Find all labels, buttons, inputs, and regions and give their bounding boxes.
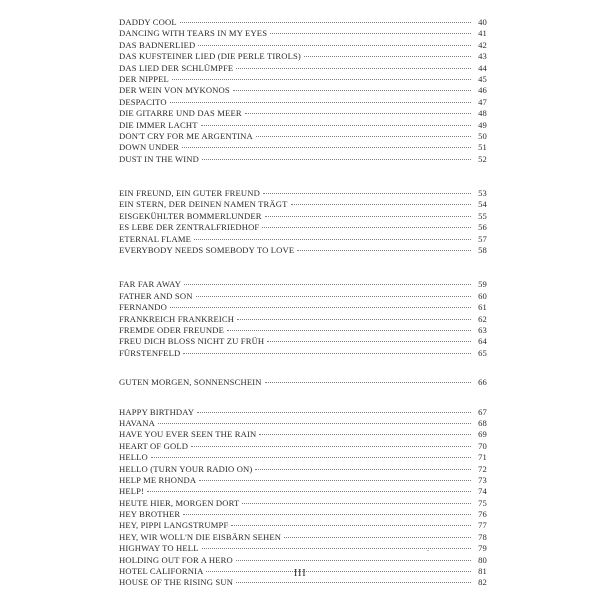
dot-leader [255,469,471,470]
toc-entry-page-number: 51 [478,142,487,153]
toc-entry [119,486,487,497]
toc-entry-page-number: 52 [478,153,487,164]
dot-leader [262,227,471,228]
toc-entry-page-number: 72 [478,463,487,474]
toc-entry [119,245,487,256]
toc-entry-page-number: 70 [478,440,487,451]
toc-entry [119,555,487,566]
toc-entry [119,377,487,388]
toc-entry [119,97,487,108]
toc-entry-title: ES LEBE DER ZENTRALFRIEDHOF [119,222,260,233]
dot-leader [267,341,471,342]
toc-entry-title: DIE IMMER LACHT [119,119,198,130]
dot-leader [297,250,471,251]
toc-entry [119,407,487,418]
toc-entry [119,314,487,325]
toc-entry [119,441,487,452]
toc-entry-page-number: 62 [478,313,487,324]
toc-entry-page-number: 59 [478,279,487,290]
dot-leader [265,216,471,217]
dot-leader [270,33,471,34]
dot-leader [236,582,471,583]
toc-entry-title: HOTEL CALIFORNIA [119,566,204,577]
toc-entry [119,199,487,210]
toc-entry-title: HOUSE OF THE RISING SUN [119,577,234,588]
toc-entry-title: DER WEIN VON MYKONOS [119,85,230,96]
toc-entry-title: HEY, WIR WOLL'N DIE EISBÄRN SEHEN [119,531,282,542]
dot-leader [151,457,471,458]
dot-leader [196,296,471,297]
toc-entry-title: DER NIPPEL [119,73,169,84]
toc-entry-page-number: 55 [478,210,487,221]
toc-entry [119,418,487,429]
toc-entry-page-number: 58 [478,245,487,256]
toc-entry-page-number: 54 [478,199,487,210]
toc-entry-page-number: 82 [478,577,487,588]
dot-leader [291,204,471,205]
toc-entry-page-number: 56 [478,222,487,233]
dot-leader [194,239,471,240]
toc-entry-title: EISGEKÜHLTER BOMMERLUNDER [119,210,262,221]
toc-entry-page-number: 66 [478,377,487,388]
toc-entry-page-number: 78 [478,531,487,542]
toc-entry-title: HELP ME RHONDA [119,474,197,485]
toc-entry-page-number: 71 [478,452,487,463]
toc-entry-page-number: 48 [478,108,487,119]
toc-entry [119,348,487,359]
table-of-contents [119,17,487,589]
toc-entry-title: HEUTE HIER, MORGEN DORT [119,497,240,508]
toc-entry-title: EVERYBODY NEEDS SOMEBODY TO LOVE [119,245,295,256]
toc-entry [119,325,487,336]
toc-entry-title: HEY BROTHER [119,509,181,520]
toc-entry [119,17,487,28]
dot-leader [304,56,471,57]
toc-entry [119,154,487,165]
toc-entry-page-number: 63 [478,324,487,335]
toc-entry-title: FERNANDO [119,302,167,313]
dot-leader [198,45,471,46]
dot-leader [158,423,471,424]
toc-entry-page-number: 61 [478,302,487,313]
toc-entry [119,131,487,142]
paper-speck [427,550,429,551]
dot-leader [182,147,471,148]
toc-entry [119,108,487,119]
toc-entry [119,452,487,463]
toc-entry-page-number: 57 [478,233,487,244]
toc-entry-page-number: 40 [478,17,487,27]
toc-entry-title: HELLO (TURN YOUR RADIO ON) [119,463,253,474]
toc-entry [119,509,487,520]
toc-entry [119,291,487,302]
toc-entry-title: DADDY COOL [119,17,177,27]
dot-leader [183,353,471,354]
toc-entry-title: HAPPY BIRTHDAY [119,406,195,417]
toc-entry-page-number: 73 [478,474,487,485]
toc-entry [119,279,487,290]
toc-entry-title: DOWN UNDER [119,142,179,153]
dot-leader [236,68,471,69]
dot-leader [183,514,471,515]
dot-leader [263,193,471,194]
dot-leader [227,330,471,331]
toc-entry-page-number: 44 [478,62,487,73]
toc-group [119,188,487,256]
toc-entry-title: HEART OF GOLD [119,440,189,451]
toc-entry [119,51,487,62]
toc-entry-page-number: 64 [478,336,487,347]
toc-entry-page-number: 81 [478,566,487,577]
toc-group [119,279,487,359]
toc-entry-page-number: 42 [478,39,487,50]
dot-leader [197,412,471,413]
toc-entry [119,142,487,153]
toc-entry [119,475,487,486]
toc-entry-page-number: 53 [478,188,487,199]
toc-entry [119,211,487,222]
dot-leader [170,307,471,308]
toc-entry-title: HELP! [119,486,145,497]
toc-entry [119,429,487,440]
toc-entry-page-number: 60 [478,290,487,301]
toc-entry-title: DUST IN THE WIND [119,153,199,164]
dot-leader [191,446,471,447]
toc-entry [119,85,487,96]
dot-leader [201,125,471,126]
toc-entry [119,532,487,543]
toc-entry-title: HOLDING OUT FOR A HERO [119,554,233,565]
toc-entry [119,28,487,39]
dot-leader [245,113,471,114]
toc-entry-title: FREMDE ODER FREUNDE [119,324,225,335]
toc-entry [119,40,487,51]
toc-entry-title: HAVE YOU EVER SEEN THE RAIN [119,429,257,440]
toc-entry-page-number: 80 [478,554,487,565]
dot-leader [184,284,471,285]
toc-entry [119,63,487,74]
dot-leader [284,537,471,538]
toc-entry-page-number: 79 [478,543,487,554]
dot-leader [202,548,471,549]
toc-entry-page-number: 69 [478,429,487,440]
toc-entry [119,577,487,588]
toc-entry-page-number: 75 [478,497,487,508]
toc-entry-page-number: 76 [478,509,487,520]
toc-entry-title: EIN STERN, DER DEINEN NAMEN TRÄGT [119,199,288,210]
toc-group [119,407,487,589]
toc-entry-title: HIGHWAY TO HELL [119,543,199,554]
toc-entry-title: DAS BADNERLIED [119,39,196,50]
toc-entry [119,234,487,245]
toc-entry-page-number: 47 [478,96,487,107]
toc-entry [119,498,487,509]
toc-entry-title: ETERNAL FLAME [119,233,192,244]
dot-leader [265,382,471,383]
page-number-footer: III [293,567,307,579]
dot-leader [202,159,471,160]
toc-entry-page-number: 50 [478,130,487,141]
toc-entry-page-number: 65 [478,347,487,358]
toc-entry-title: GUTEN MORGEN, SONNENSCHEIN [119,377,262,388]
toc-entry-title: EIN FREUND, EIN GUTER FREUND [119,188,260,199]
dot-leader [259,434,471,435]
toc-entry-title: FAR FAR AWAY [119,279,182,290]
toc-entry [119,120,487,131]
toc-group [119,377,487,388]
dot-leader [256,136,471,137]
toc-entry-title: DAS LIED DER SCHLÜMPFE [119,62,234,73]
toc-entry [119,188,487,199]
toc-entry-title: DON'T CRY FOR ME ARGENTINA [119,130,253,141]
toc-entry [119,222,487,233]
toc-entry-title: FREU DICH BLOSS NICHT ZU FRÜH [119,336,265,347]
toc-entry-title: FÜRSTENFELD [119,347,181,358]
toc-entry [119,74,487,85]
toc-entry-title: DESPACITO [119,96,167,107]
toc-entry-title: HELLO [119,452,148,463]
dot-leader [180,22,471,23]
toc-entry-title: HAVANA [119,417,155,428]
dot-leader [172,79,471,80]
toc-entry-page-number: 77 [478,520,487,531]
dot-leader [233,90,471,91]
toc-entry-page-number: 46 [478,85,487,96]
toc-entry-page-number: 41 [478,28,487,39]
toc-entry [119,336,487,347]
dot-leader [199,480,471,481]
toc-entry [119,520,487,531]
toc-entry-title: HEY, PIPPI LANGSTRUMPF [119,520,229,531]
dot-leader [242,503,471,504]
toc-entry-page-number: 68 [478,417,487,428]
dot-leader [147,491,471,492]
toc-entry-page-number: 45 [478,73,487,84]
toc-entry [119,543,487,554]
toc-entry-title: DANCING WITH TEARS IN MY EYES [119,28,268,39]
toc-entry-page-number: 43 [478,51,487,62]
dot-leader [237,319,471,320]
toc-group [119,17,487,165]
toc-entry [119,302,487,313]
toc-entry-title: DAS KUFSTEINER LIED (DIE PERLE TIROLS) [119,51,301,62]
toc-entry-page-number: 67 [478,406,487,417]
dot-leader [236,560,471,561]
toc-entry [119,464,487,475]
dot-leader [231,525,471,526]
toc-entry-page-number: 49 [478,119,487,130]
toc-entry-title: DIE GITARRE UND DAS MEER [119,108,242,119]
toc-entry-page-number: 74 [478,486,487,497]
toc-entry-title: FRANKREICH FRANKREICH [119,313,235,324]
dot-leader [170,102,471,103]
toc-entry-title: FATHER AND SON [119,290,193,301]
